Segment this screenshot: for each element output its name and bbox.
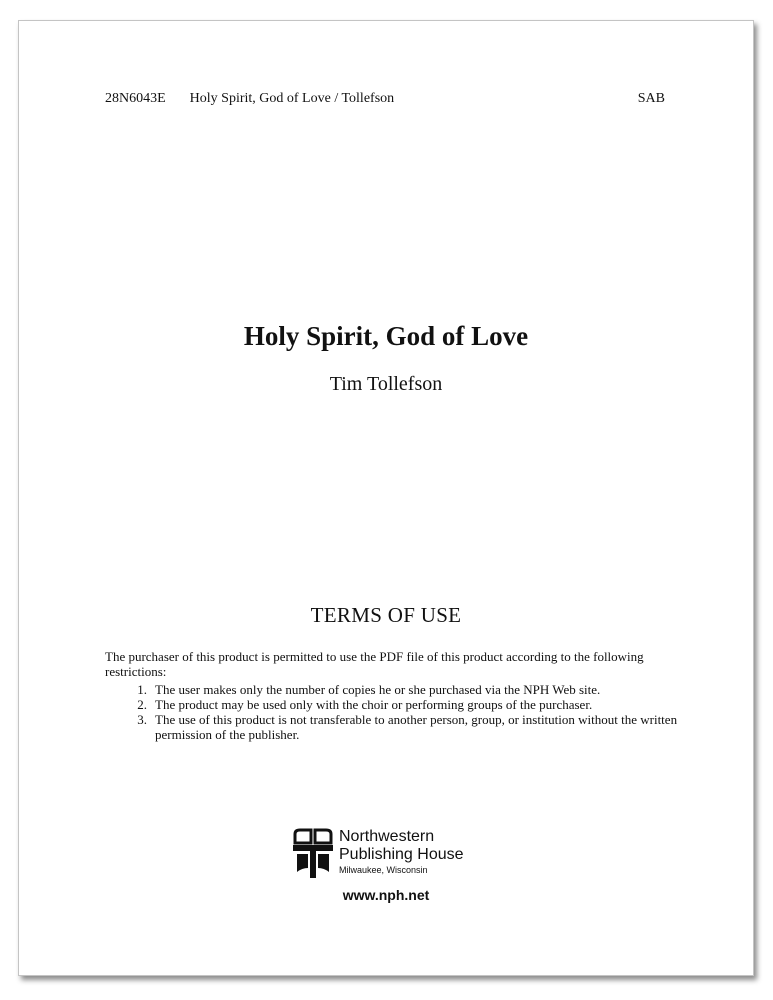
terms-item-text: The product may be used only with the choir or performing groups of the purchaser. bbox=[155, 697, 593, 712]
terms-item-1 bbox=[105, 682, 685, 697]
publisher-location: Milwaukee, Wisconsin bbox=[339, 865, 428, 875]
voicing-label: SAB bbox=[637, 91, 665, 106]
product-code: 28N6043E bbox=[105, 91, 166, 106]
publisher-name-line2: Publishing House bbox=[339, 846, 464, 863]
nph-cross-book-logo-icon bbox=[293, 828, 333, 878]
terms-item-2 bbox=[105, 697, 685, 712]
song-title: Holy Spirit, God of Love bbox=[243, 321, 529, 351]
publisher-website-link[interactable]: www.nph.net bbox=[342, 887, 430, 903]
composer-name: Tim Tollefson bbox=[329, 373, 443, 395]
terms-item-3 bbox=[105, 712, 685, 742]
terms-item-text: The user makes only the number of copies he or she purchased via the NPH Web site. bbox=[155, 682, 601, 697]
publisher-logo bbox=[293, 828, 464, 878]
terms-item-text: The use of this product is not transferable to another person, group, or institution without the written permission of the publisher. bbox=[155, 712, 678, 742]
page-header bbox=[105, 91, 665, 107]
publisher-name-line1: Northwestern bbox=[339, 828, 435, 845]
running-title: Holy Spirit, God of Love / Tollefson bbox=[189, 91, 395, 106]
terms-item-number: 2. bbox=[137, 697, 147, 712]
terms-item-number: 1. bbox=[137, 682, 147, 697]
terms-list bbox=[105, 682, 685, 742]
terms-heading: TERMS OF USE bbox=[310, 603, 462, 627]
terms-intro: The purchaser of this product is permitted to use the PDF file of this product according to the following restrictions: bbox=[105, 649, 644, 679]
terms-item-number: 3. bbox=[137, 712, 147, 727]
publisher-name bbox=[339, 828, 464, 876]
document-page bbox=[18, 20, 754, 976]
